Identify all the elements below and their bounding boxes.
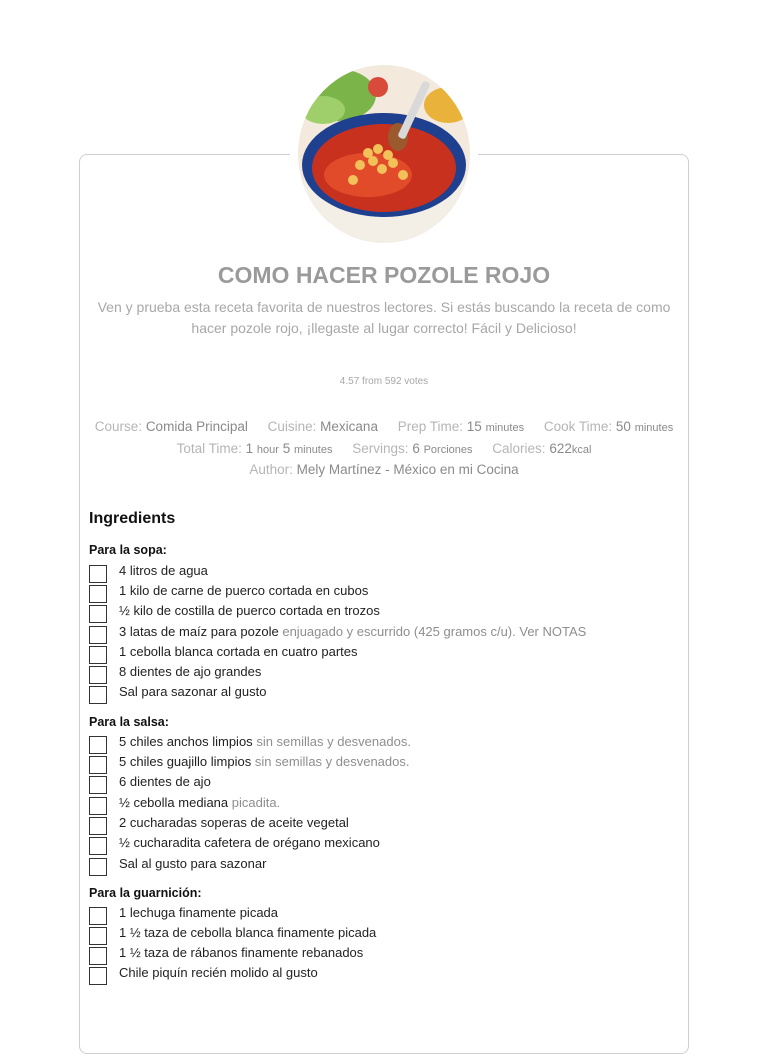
meta-total-time: Total Time: 1 hour 5 minutes <box>176 441 333 456</box>
ingredient-checkbox[interactable] <box>89 858 107 876</box>
recipe-photo <box>298 65 470 243</box>
ingredient-item: 1 ½ taza de cebolla blanca finamente picada <box>89 923 669 943</box>
ingredient-item: Sal al gusto para sazonar <box>89 854 669 874</box>
meta-cuisine: Cuisine: Mexicana <box>267 419 378 434</box>
ingredient-item: 3 latas de maíz para pozole enjuagado y escurrido (425 gramos c/u). Ver NOTAS <box>89 622 669 642</box>
ingredient-group-title: Para la guarnición: <box>89 886 202 900</box>
ingredient-item: ½ kilo de costilla de puerco cortada en trozos <box>89 601 669 621</box>
meta-row-3 <box>79 462 689 477</box>
ingredient-item: 5 chiles anchos limpios sin semillas y desvenados. <box>89 732 669 752</box>
meta-row-1 <box>79 419 689 434</box>
ingredient-item: 1 ½ taza de rábanos finamente rebanados <box>89 943 669 963</box>
ingredient-item: 6 dientes de ajo <box>89 772 669 792</box>
ingredient-item: 5 chiles guajillo limpios sin semillas y desvenados. <box>89 752 669 772</box>
ingredient-item: Sal para sazonar al gusto <box>89 682 669 702</box>
ingredient-checkbox[interactable] <box>89 837 107 855</box>
recipe-title: COMO HACER POZOLE ROJO <box>217 262 551 288</box>
ingredient-item: 1 cebolla blanca cortada en cuatro partes <box>89 642 669 662</box>
meta-servings: Servings: 6 Porciones <box>352 441 473 456</box>
recipe-summary: Ven y prueba esta receta favorita de nuestros lectores. Si estás buscando la receta de como hacer pozole rojo, ¡llegaste al lugar correcto! Fácil y Delicioso! <box>97 299 671 336</box>
ingredient-checkbox[interactable] <box>89 686 107 704</box>
ingredient-checkbox[interactable] <box>89 776 107 794</box>
ingredient-item: 1 kilo de carne de puerco cortada en cubos <box>89 581 669 601</box>
meta-course: Course: Comida Principal <box>94 419 248 434</box>
meta-author: Author: Mely Martínez - México en mi Cocina <box>249 462 519 477</box>
meta-row-2 <box>79 441 689 456</box>
ingredient-item: 8 dientes de ajo grandes <box>89 662 669 682</box>
meta-calories: Calories: 622kcal <box>492 441 592 456</box>
ingredient-item: ½ cebolla mediana picadita. <box>89 793 669 813</box>
meta-cook-time: Cook Time: 50 minutes <box>543 419 674 434</box>
ingredient-item: ½ cucharadita cafetera de orégano mexicano <box>89 833 669 853</box>
ingredient-group-title: Para la sopa: <box>89 543 167 557</box>
ingredient-item: Chile piquín recién molido al gusto <box>89 963 669 983</box>
ingredient-group-title: Para la salsa: <box>89 715 169 729</box>
meta-prep-time: Prep Time: 15 minutes <box>397 419 525 434</box>
ingredient-item: 2 cucharadas soperas de aceite vegetal <box>89 813 669 833</box>
ingredient-item: 4 litros de agua <box>89 561 669 581</box>
ingredient-item: 1 lechuga finamente picada <box>89 903 669 923</box>
ingredient-checkbox[interactable] <box>89 605 107 623</box>
ingredient-checkbox[interactable] <box>89 967 107 985</box>
rating-text: 4.57 from 592 votes <box>339 376 429 387</box>
ingredients-heading: Ingredients <box>89 510 176 527</box>
